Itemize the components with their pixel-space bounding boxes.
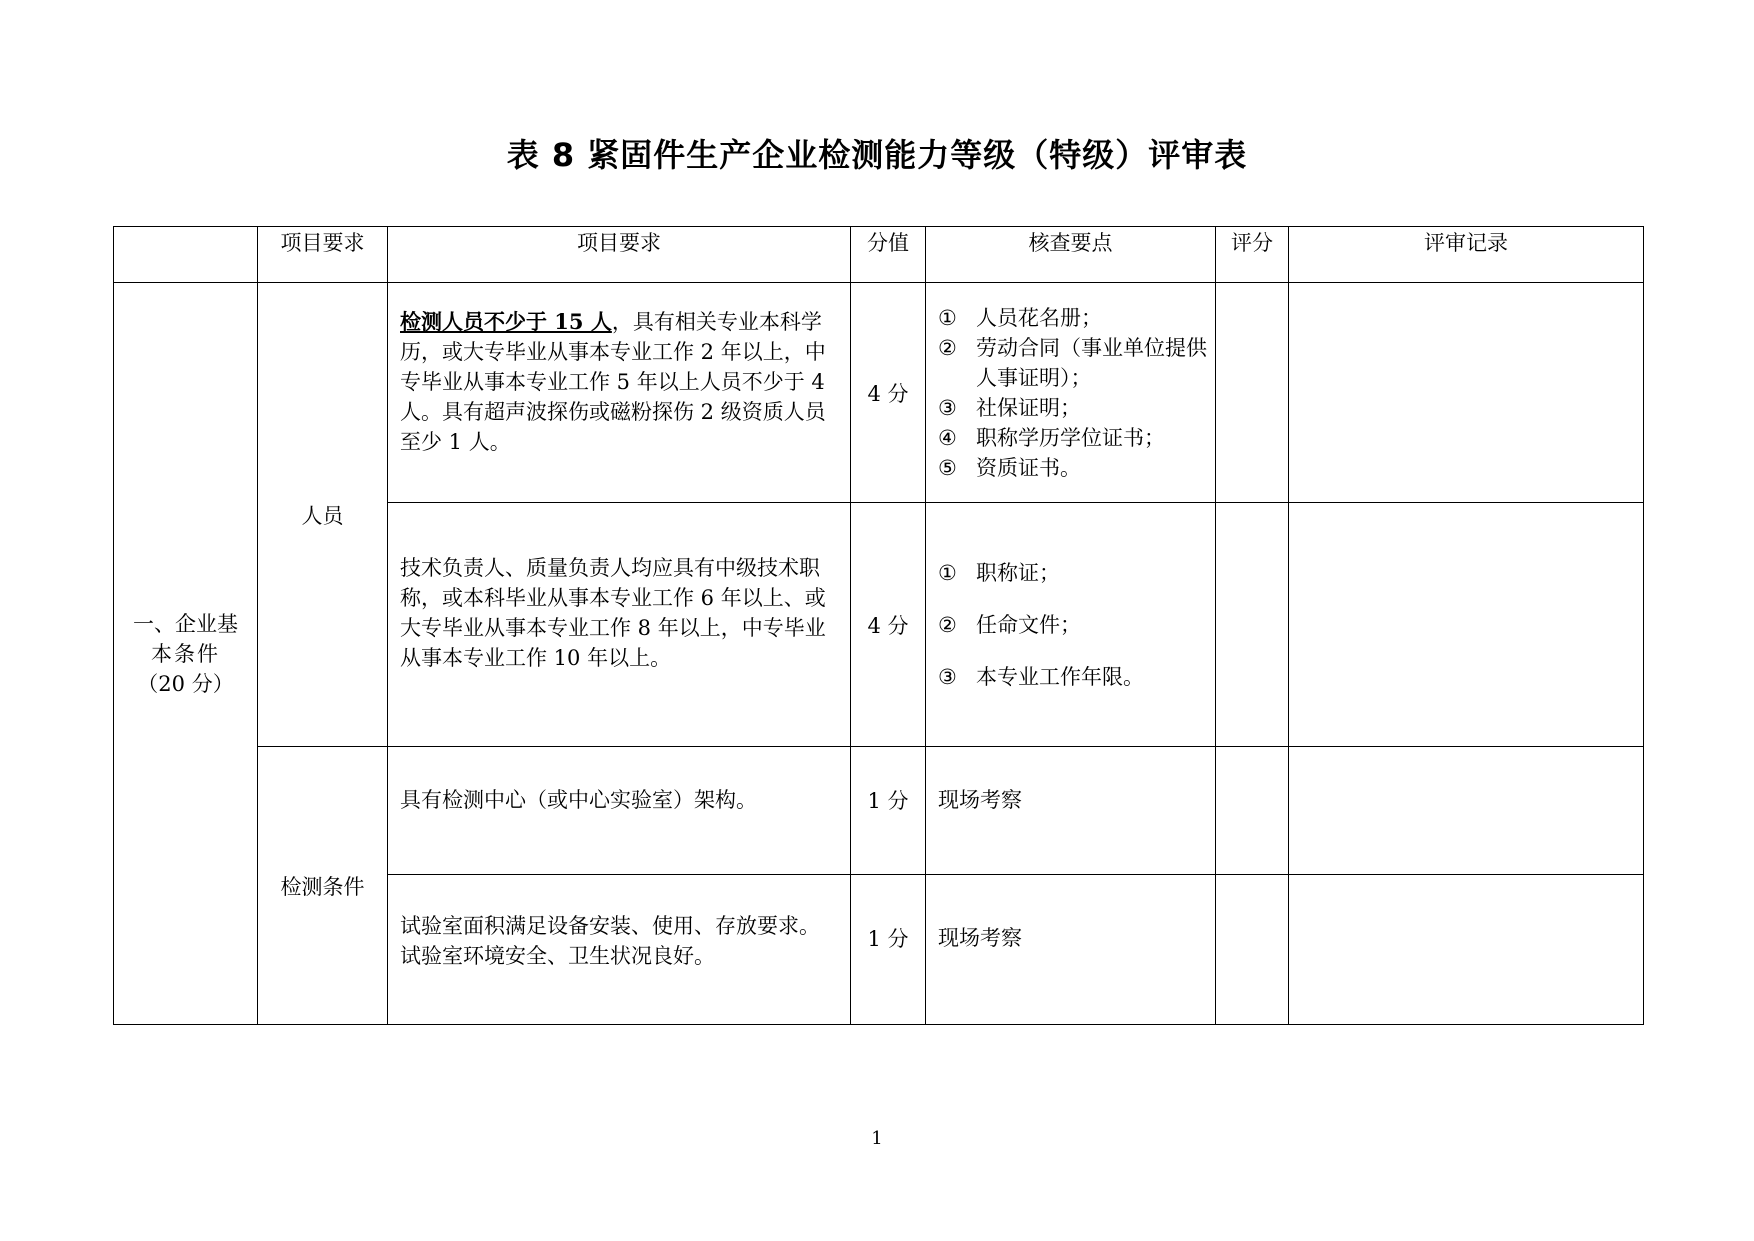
- table-row: [114, 283, 1644, 503]
- review-record-cell[interactable]: [1289, 503, 1644, 747]
- requirement-cell: 检测人员不少于 15 人，具有相关专业本科学历，或大专毕业从事本专业工作 2 年以上，中专毕业从事本专业工作 5 年以上人员不少于 4 人。具有超声波探伤或磁粉探伤 2 级资质人员至少 1 人。: [388, 283, 851, 503]
- header-rating: 评分: [1216, 227, 1289, 283]
- rating-cell[interactable]: [1216, 503, 1289, 747]
- check-point-item: ③ 社保证明；: [938, 396, 1081, 420]
- header-score: 分值: [851, 227, 926, 283]
- requirement-cell: 具有检测中心（或中心实验室）架构。: [388, 747, 851, 875]
- table-row: [114, 747, 1644, 875]
- header-check-points: 核查要点: [926, 227, 1216, 283]
- check-point-item: ② 任命文件；: [938, 613, 1081, 637]
- check-point-item: ② 劳动合同（事业单位提供人事证明）；: [938, 336, 1207, 390]
- check-point-item: ⑤ 资质证书。: [938, 456, 1081, 480]
- check-point-item: ③ 本专业工作年限。: [938, 665, 1144, 689]
- page-title: 表 8 紧固件生产企业检测能力等级（特级）评审表: [506, 136, 1248, 174]
- check-point-item: ① 职称证；: [938, 561, 1060, 585]
- header-review-record: 评审记录: [1289, 227, 1644, 283]
- score-cell: 1 分: [851, 747, 926, 875]
- check-points-cell: [926, 283, 1216, 503]
- header-row: [114, 227, 1644, 283]
- header-item-requirement: 项目要求: [258, 227, 388, 283]
- score-cell: 4 分: [851, 283, 926, 503]
- review-record-cell[interactable]: [1289, 283, 1644, 503]
- header-blank: [114, 227, 258, 283]
- group-label-testing-conditions: 检测条件: [258, 747, 388, 1025]
- requirement-cell: 试验室面积满足设备安装、使用、存放要求。试验室环境安全、卫生状况良好。: [388, 875, 851, 1025]
- review-record-cell[interactable]: [1289, 875, 1644, 1025]
- check-point-item: ① 人员花名册；: [938, 306, 1102, 330]
- requirement-cell: 技术负责人、质量负责人均应具有中级技术职称，或本科毕业从事本专业工作 6 年以上、或大专毕业从事本专业工作 8 年以上，中专毕业从事本专业工作 10 年以上。: [388, 503, 851, 747]
- review-table: [113, 226, 1644, 1025]
- rating-cell[interactable]: [1216, 747, 1289, 875]
- section-label: 一、企业基 本条件 （20 分）: [114, 283, 258, 1025]
- check-points-cell: 现场考察: [926, 875, 1216, 1025]
- check-point-item: ④ 职称学历学位证书；: [938, 426, 1165, 450]
- check-points-cell: [926, 503, 1216, 747]
- score-cell: 1 分: [851, 875, 926, 1025]
- rating-cell[interactable]: [1216, 283, 1289, 503]
- page-number: 1: [871, 1128, 883, 1149]
- review-record-cell[interactable]: [1289, 747, 1644, 875]
- score-cell: 4 分: [851, 503, 926, 747]
- group-label-personnel: 人员: [258, 283, 388, 747]
- rating-cell[interactable]: [1216, 875, 1289, 1025]
- header-item-requirement-detail: 项目要求: [388, 227, 851, 283]
- check-points-cell: 现场考察: [926, 747, 1216, 875]
